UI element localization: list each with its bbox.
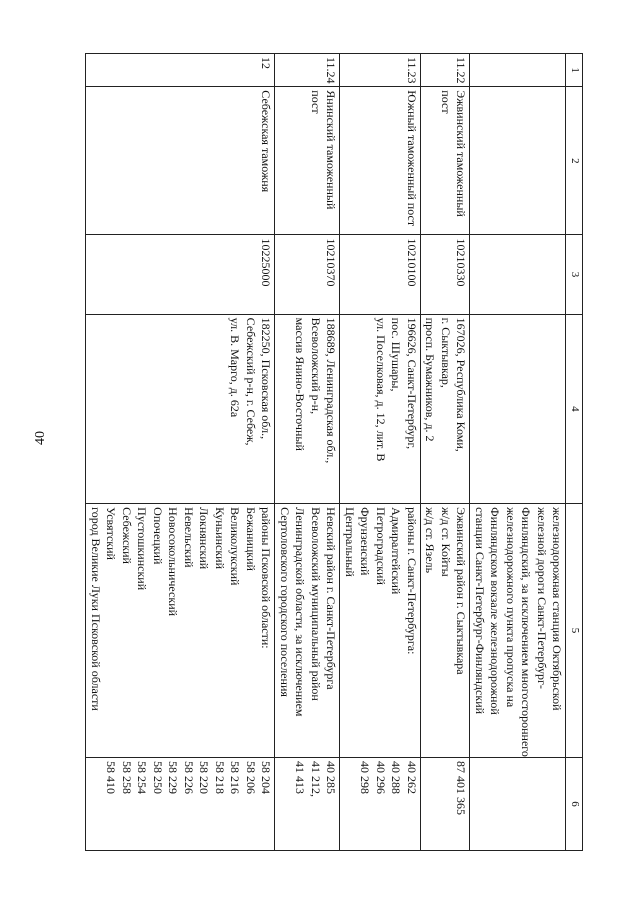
region-cell-line: Сертоловского городского поселения	[278, 507, 292, 697]
address-cell	[470, 314, 566, 503]
address-cell-line: 182250, Псковская обл.,	[259, 317, 274, 440]
region-cell-line: железнодорожная станция Октябрьской	[550, 507, 565, 711]
address-cell	[275, 314, 340, 503]
table-row	[421, 54, 471, 851]
address-cell-line: 196626, Санкт-Петербург,	[405, 317, 419, 450]
row-number-cell-text: 11.23	[405, 57, 419, 84]
region-cell-line: Усвятский	[104, 507, 119, 560]
address-cell-line: Себежский р-н, г. Себеж,	[244, 317, 258, 446]
row-number-cell-text: 11.24	[324, 57, 339, 84]
rotated-table-container	[58, 53, 583, 851]
region-cell-line: Эжвинский район г. Сыктывкара	[454, 507, 469, 675]
okato-cell-line: 58 216	[228, 760, 243, 794]
address-cell-line: г. Сыктывкар,	[439, 317, 453, 388]
region-cell-line: Локнянский	[197, 507, 212, 570]
okato-cell-line: 58 258	[120, 760, 134, 794]
okato-cell-line: 40 285	[324, 760, 339, 794]
region-cell-line: железной дороги Санкт-Петербург-	[535, 507, 549, 689]
region-cell-line: Ленинградской области, за исключением	[293, 507, 308, 717]
customs-code-cell	[86, 235, 275, 314]
okato-cell-line: 41 413	[293, 760, 308, 794]
customs-name-cell-text: Эжвинский таможенный пост	[439, 90, 469, 217]
column-header: 5	[566, 504, 583, 758]
region-cell	[470, 504, 566, 758]
row-number-cell-text: 12	[259, 57, 274, 69]
region-cell-line: Всеволожский муниципальный район	[309, 507, 323, 701]
region-cell	[340, 504, 421, 758]
customs-code-cell	[275, 235, 340, 314]
customs-name-cell	[421, 87, 471, 235]
column-header: 4	[566, 314, 583, 503]
row-number-cell	[421, 54, 471, 87]
okato-cell	[340, 757, 421, 850]
region-cell-line: ж/д ст. Язель	[423, 507, 438, 574]
okato-cell-line: 41 212,	[309, 760, 323, 797]
table-row	[470, 54, 566, 851]
okato-cell-line: 58 206	[244, 760, 258, 794]
region-cell-line: Опочецкий	[151, 507, 165, 565]
okato-cell	[470, 757, 566, 850]
customs-code-cell	[340, 235, 421, 314]
region-cell-line: ж/д ст. Койты	[439, 507, 453, 577]
address-cell-line: пос. Шушары,	[389, 317, 404, 392]
region-cell-line: Невельский	[182, 507, 196, 568]
region-cell-line: Себежский	[120, 507, 134, 564]
customs-code-cell-text: 10225000	[259, 238, 274, 287]
customs-name-cell-text: Южный таможенный пост	[405, 90, 419, 227]
customs-code-cell-text: 10210370	[324, 238, 339, 287]
region-cell	[275, 504, 340, 758]
okato-cell	[275, 757, 340, 850]
row-number-cell	[86, 54, 275, 87]
address-cell	[421, 314, 471, 503]
address-cell-line: ул. В. Марго, д. 62а	[228, 317, 243, 418]
region-cell	[86, 504, 275, 758]
column-header: 1	[566, 54, 583, 87]
customs-name-cell	[86, 87, 275, 235]
customs-name-cell	[340, 87, 421, 235]
customs-table	[86, 53, 584, 851]
region-cell-line: Невский район г. Санкт-Петербурга	[324, 507, 339, 690]
region-cell-line: Пустошкинский	[135, 507, 150, 591]
okato-cell-line: 58 250	[151, 760, 165, 794]
okato-cell	[421, 757, 471, 850]
okato-cell	[86, 757, 275, 850]
region-cell-line: Финляндском вокзале железнодорожной	[488, 507, 503, 715]
address-cell-line: массив Янино-Восточный	[293, 317, 308, 451]
okato-cell-line: 40 296	[374, 760, 388, 794]
address-cell-line: 188689, Ленинградская обл.,	[324, 317, 339, 464]
row-number-cell	[470, 54, 566, 87]
okato-cell-line: 58 226	[182, 760, 196, 794]
region-cell-line: станции Санкт-Петербург-Финляндский	[473, 507, 487, 715]
address-cell	[340, 314, 421, 503]
address-cell-line: ул. Поселковая, д. 12, лит. В	[374, 317, 388, 462]
region-cell-line: город Великие Луки Псковской области	[89, 507, 103, 711]
okato-cell-line: 40 262	[405, 760, 419, 794]
column-header-row	[566, 54, 583, 851]
table-row	[86, 54, 275, 851]
okato-cell-line: 58 218	[213, 760, 227, 794]
address-cell-line: Всеволожский р-н,	[309, 317, 323, 415]
region-cell-line: Петроградский	[374, 507, 388, 585]
region-cell-line: районы Псковской области:	[259, 507, 274, 649]
column-header: 3	[566, 235, 583, 314]
customs-name-cell-text: Янинский таможенный пост	[309, 90, 339, 210]
region-cell-line: Бежаницкий	[244, 507, 258, 571]
okato-cell-line: 40 298	[358, 760, 373, 794]
region-cell-line: Адмиралтейский	[389, 507, 404, 595]
page-number: 40	[33, 431, 48, 445]
address-cell-line: 167026, Республика Коми,	[454, 317, 469, 452]
region-cell-line: железнодорожного пункта пропуска на	[504, 507, 518, 708]
okato-cell-line: 58 254	[135, 760, 150, 794]
okato-cell-line: 58 204	[259, 760, 274, 794]
okato-cell-line: 40 288	[389, 760, 404, 794]
region-cell-line: Центральный	[343, 507, 357, 577]
region-cell	[421, 504, 471, 758]
region-cell-line: Новосокольнический	[166, 507, 181, 617]
region-cell-line: Куньинский	[213, 507, 227, 569]
customs-name-cell	[275, 87, 340, 235]
okato-cell-line: 58 410	[104, 760, 119, 794]
customs-name-cell	[470, 87, 566, 235]
table-row	[340, 54, 421, 851]
row-number-cell	[340, 54, 421, 87]
customs-code-cell	[470, 235, 566, 314]
okato-cell-line: 58 229	[166, 760, 181, 794]
region-cell-line: Фрунзенский	[358, 507, 373, 576]
region-cell-line: Финляндский, за исключением многостороннего	[519, 507, 534, 757]
region-cell-line: Великолукский	[228, 507, 243, 586]
customs-code-cell-text: 10210330	[454, 238, 469, 287]
row-number-cell	[275, 54, 340, 87]
table-body	[86, 54, 566, 851]
column-header: 6	[566, 757, 583, 850]
table-row	[275, 54, 340, 851]
customs-code-cell-text: 10210100	[405, 238, 419, 287]
address-cell-line: просп. Бумажников, д. 2	[423, 317, 438, 442]
customs-name-cell-text: Себежская таможня	[259, 90, 274, 193]
okato-cell-line: 58 220	[197, 760, 212, 794]
customs-code-cell	[421, 235, 471, 314]
row-number-cell-text: 11.22	[454, 57, 469, 84]
okato-cell-line: 87 401 365	[454, 760, 469, 815]
address-cell	[86, 314, 275, 503]
region-cell-line: районы г. Санкт-Петербурга:	[405, 507, 419, 655]
column-header: 2	[566, 87, 583, 235]
